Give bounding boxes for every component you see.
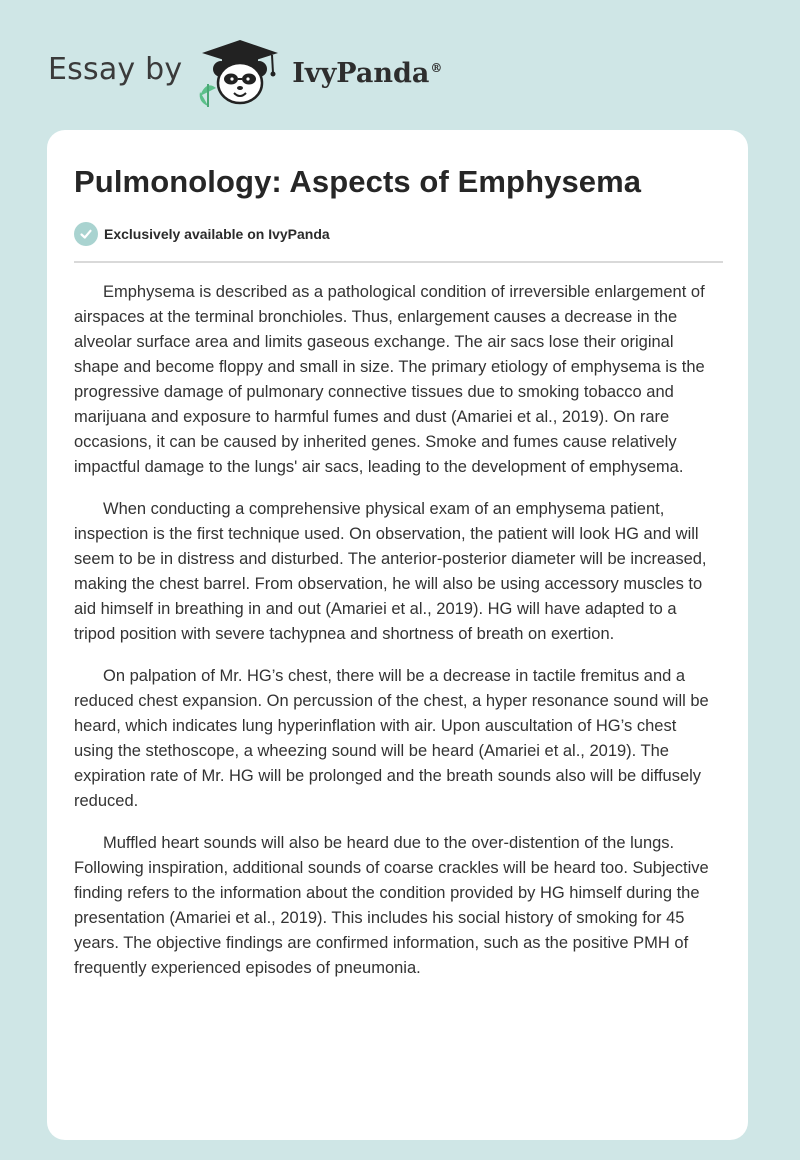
brand-prefix: Essay by — [48, 51, 183, 87]
paragraph: Emphysema is described as a pathological condition of irreversible enlargement of airspaces at the terminal bronchioles. Thus, enlargement causes a decrease in the alveolar surface area and limits gaseous exchange. The air sacs lose their original shape and become floppy and small in size. The primary etiology of emphysema is the progressive damage of pulmonary connective tissues due to smoking tobacco and marijuana and exposure to harmful fumes and dust (Amariei et al., 2019). On rare occasions, it can be caused by inherited genes. Smoke and fumes cause relatively impactful damage to the lungs' air sacs, leading to the development of emphysema. — [74, 283, 705, 476]
brand-name: IvyPanda® — [292, 57, 443, 89]
exclusive-label: Exclusively available on IvyPanda — [104, 226, 330, 242]
brand-header[interactable] — [48, 36, 442, 108]
essay-body — [74, 280, 718, 998]
divider — [74, 261, 723, 263]
checkmark-circle-icon — [74, 222, 98, 246]
essay-card — [47, 130, 748, 1140]
page-title: Pulmonology: Aspects of Emphysema — [74, 164, 642, 199]
paragraph: When conducting a comprehensive physical exam of an emphysema patient, inspection is the first technique used. On observation, the patient will look HG and will seem to be in distress and disturbed. The anterior-posterior diameter will be increased, making the chest barrel. From observation, he will also be using accessory muscles to aid himself in breathing in and out (Amariei et al., 2019). HG will have adapted to a tripod position with severe tachypnea and shortness of breath on exertion. — [74, 500, 707, 643]
paragraph: Muffled heart sounds will also be heard due to the over-distention of the lungs. Following inspiration, additional sounds of coarse crackles will be heard too. Subjective finding refers to the information about the condition provided by HG himself during the presentation (Amariei et al., 2019). This includes his social history of smoking for 45 years. The objective findings are confirmed information, such as the positive PMH of frequently experienced episodes of pneumonia. — [74, 834, 709, 977]
paragraph: On palpation of Mr. HG’s chest, there will be a decrease in tactile fremitus and a reduced chest expansion. On percussion of the chest, a hyper resonance sound will be heard, which indicates lung hyperinflation with air. Upon auscultation of HG’s chest using the stethoscope, a wheezing sound will be heard (Amariei et al., 2019). The expiration rate of Mr. HG will be prolonged and the breath sounds also will be diffusely reduced. — [74, 667, 709, 810]
registered-mark: ® — [430, 60, 443, 75]
panda-logo-icon — [194, 36, 286, 108]
exclusive-badge — [74, 222, 330, 246]
